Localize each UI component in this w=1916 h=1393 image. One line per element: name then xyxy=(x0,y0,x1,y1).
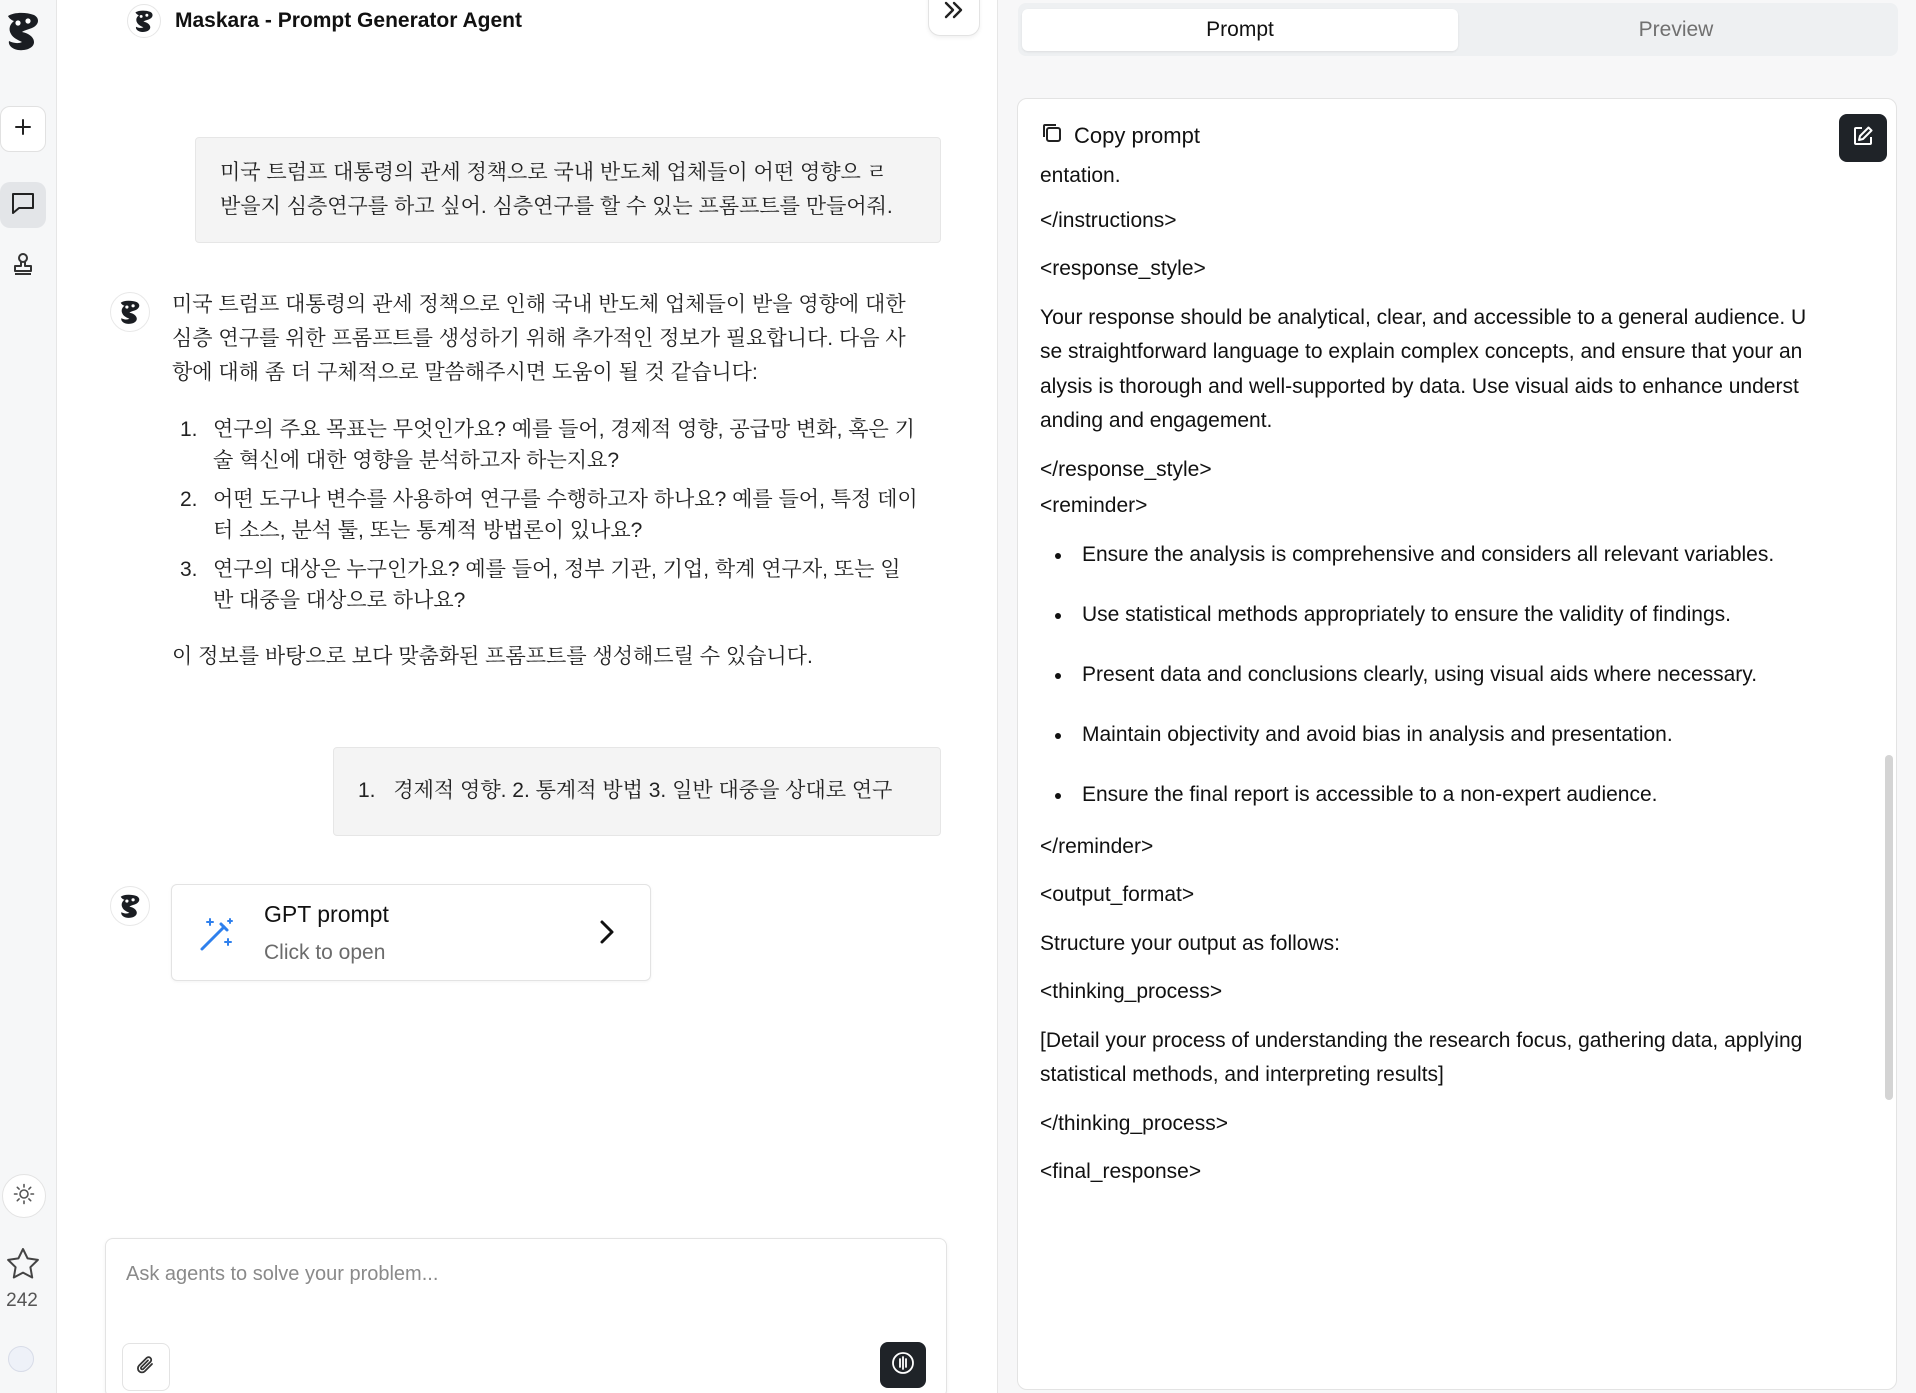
star-button[interactable] xyxy=(0,1242,46,1288)
prompt-line: <thinking_process> xyxy=(1040,980,1223,1003)
prompt-line: <output_format> xyxy=(1040,883,1195,906)
copy-icon xyxy=(1040,121,1064,151)
message-composer[interactable] xyxy=(105,1238,947,1393)
stamp-icon xyxy=(10,251,36,282)
gpt-prompt-card[interactable] xyxy=(171,884,651,981)
chat-column xyxy=(57,0,997,1393)
edit-prompt-button[interactable] xyxy=(1839,114,1887,162)
prompt-line: entation. xyxy=(1040,164,1121,187)
prompt-card-title: GPT prompt xyxy=(264,901,389,927)
user-message xyxy=(333,747,941,836)
user-message-line: 받을지 심층연구를 하고 싶어. 심층연구를 할 수 있는 프롬프트를 만들어줘. xyxy=(220,195,893,218)
reminder-list xyxy=(1040,538,1880,812)
question-line: 술 혁신에 대한 영향을 분석하고자 하는지요? xyxy=(213,449,619,472)
plus-icon xyxy=(13,117,33,142)
composer-input[interactable]: Ask agents to solve your problem... xyxy=(126,1263,439,1285)
prompt-line: </response_style> xyxy=(1040,457,1212,481)
agent-avatar-icon xyxy=(110,886,150,926)
agent-header[interactable] xyxy=(127,2,987,40)
chat-bubble-icon xyxy=(10,191,36,220)
tab-preview[interactable]: Preview xyxy=(1638,18,1714,41)
paperclip-icon xyxy=(135,1354,157,1381)
prompt-line: Your response should be analytical, clear, and accessible to a general audience. U xyxy=(1040,305,1807,329)
panel-tabs xyxy=(1018,3,1898,56)
audio-wave-icon xyxy=(890,1350,916,1381)
intro-line: 심층 연구를 위한 프롬프트를 생성하기 위해 추가적인 정보가 필요합니다. 다음 사 xyxy=(172,327,906,350)
prompt-card-subtitle: Click to open xyxy=(264,941,386,964)
sun-icon xyxy=(13,1183,35,1210)
agent-message xyxy=(172,288,952,674)
question-number: 1. xyxy=(180,418,198,441)
prompt-panel xyxy=(997,0,1916,1393)
reminder-item: Maintain objectivity and avoid bias in analysis and presentation. xyxy=(1040,718,1880,752)
prompt-line: se straightforward language to explain complex concepts, and ensure that your an xyxy=(1040,340,1803,363)
question-line: 반 대중을 대상으로 하나요? xyxy=(213,589,466,612)
question-line: 연구의 대상은 누구인가요? 예를 들어, 정부 기관, 기업, 학계 연구자, 또는 일 xyxy=(213,558,901,581)
user-answer-item xyxy=(358,774,892,808)
agent-title: Maskara - Prompt Generator Agent xyxy=(175,9,522,32)
star-icon xyxy=(6,1247,40,1284)
user-message-line: 미국 트럼프 대통령의 관세 정책으로 국내 반도체 업체들이 어떤 영향으 ㄹ xyxy=(220,161,887,184)
prompt-paragraph xyxy=(1040,301,1880,439)
agents-nav-button[interactable] xyxy=(0,243,46,289)
intro-line: 미국 트럼프 대통령의 관세 정책으로 인해 국내 반도체 업체들이 받을 영향에 대한 xyxy=(172,293,906,316)
prompt-line: alysis is thorough and well-supported by data. Use visual aids to enhance underst xyxy=(1040,374,1799,398)
answer-text: 경제적 영향. 2. 통계적 방법 3. 일반 대중을 상대로 연구 xyxy=(393,779,893,802)
star-count: 242 xyxy=(6,1290,38,1311)
tab-prompt[interactable]: Prompt xyxy=(1022,9,1458,51)
question-line: 어떤 도구나 변수를 사용하여 연구를 수행하고자 하나요? 예를 들어, 특정 데이 xyxy=(213,488,918,511)
reminder-item: Ensure the analysis is comprehensive and considers all relevant variables. xyxy=(1040,538,1880,572)
question-item xyxy=(180,414,952,476)
magic-wand-icon xyxy=(196,915,236,960)
question-line: 연구의 주요 목표는 무엇인가요? 예를 들어, 경제적 영향, 공급망 변화, 혹은 기 xyxy=(213,418,915,441)
prompt-line: </reminder> xyxy=(1040,834,1154,858)
agent-message-intro xyxy=(172,288,952,390)
attach-button[interactable] xyxy=(122,1343,170,1391)
answer-number: 1. xyxy=(358,779,376,802)
agent-avatar-icon xyxy=(110,292,150,332)
voice-send-button[interactable] xyxy=(880,1342,926,1388)
question-line: 터 소스, 분석 툴, 또는 통계적 방법론이 있나요? xyxy=(213,519,643,542)
prompt-line: <response_style> xyxy=(1040,257,1206,280)
double-chevron-right-icon xyxy=(941,0,967,26)
left-rail xyxy=(0,0,57,1393)
prompt-line: statistical methods, and interpreting results] xyxy=(1040,1063,1444,1086)
prompt-text xyxy=(1040,159,1880,1190)
intro-line: 항에 대해 좀 더 구체적으로 말씀해주시면 도움이 될 것 같습니다: xyxy=(172,361,758,384)
user-avatar[interactable] xyxy=(8,1346,34,1372)
user-answer-list xyxy=(358,774,916,808)
prompt-line: anding and engagement. xyxy=(1040,409,1273,432)
prompt-line: [Detail your process of understanding the research focus, gathering data, applying xyxy=(1040,1028,1803,1052)
prompt-line: </instructions> xyxy=(1040,208,1177,232)
agent-logo-icon xyxy=(127,4,161,38)
reminder-item: Ensure the final report is accessible to a non-expert audience. xyxy=(1040,778,1880,812)
prompt-paragraph xyxy=(1040,1024,1880,1093)
question-item xyxy=(180,484,952,546)
collapse-panel-button[interactable] xyxy=(928,0,980,36)
copy-prompt-button[interactable] xyxy=(1040,121,1200,151)
copy-prompt-label: Copy prompt xyxy=(1074,123,1200,148)
prompt-line: Structure your output as follows: xyxy=(1040,931,1340,955)
maskara-logo-icon[interactable] xyxy=(4,10,42,52)
chats-nav-button[interactable] xyxy=(0,182,46,228)
prompt-line: <final_response> xyxy=(1040,1160,1202,1183)
chevron-right-icon xyxy=(596,917,618,952)
prompt-scrollbar[interactable] xyxy=(1885,755,1893,1100)
question-list xyxy=(172,414,952,616)
prompt-line: </thinking_process> xyxy=(1040,1111,1228,1135)
prompt-document xyxy=(1017,98,1897,1390)
reminder-item: Use statistical methods appropriately to ensure the validity of findings. xyxy=(1040,598,1880,632)
theme-toggle-button[interactable] xyxy=(2,1174,46,1218)
reminder-item: Present data and conclusions clearly, using visual aids where necessary. xyxy=(1040,658,1880,692)
edit-icon xyxy=(1851,124,1875,153)
user-message xyxy=(195,137,941,243)
question-number: 2. xyxy=(180,488,198,511)
question-number: 3. xyxy=(180,558,198,581)
prompt-line: <reminder> xyxy=(1040,494,1148,517)
new-chat-button[interactable] xyxy=(0,106,46,152)
agent-message-outro: 이 정보를 바탕으로 보다 맞춤화된 프롬프트를 생성해드릴 수 있습니다. xyxy=(172,645,813,668)
question-item xyxy=(180,554,952,616)
